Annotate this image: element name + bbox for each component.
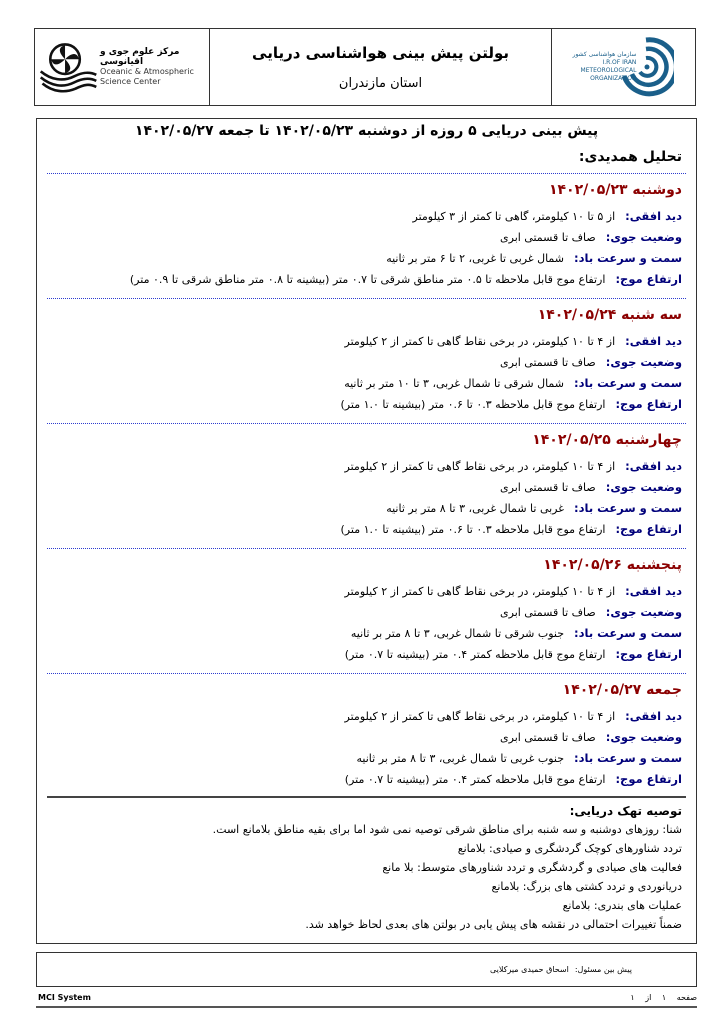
- day-title: چهارشنبه ۱۴۰۲/۰۵/۲۵: [532, 432, 682, 448]
- wind-value: شمال غربی تا غربی، ۲ تا ۶ متر بر ثانیه: [386, 252, 565, 265]
- wave-row: [51, 269, 682, 290]
- weather-row: [51, 352, 682, 373]
- wind-row: [51, 748, 682, 769]
- wave-label: ارتفاع موج:: [615, 522, 682, 536]
- ocean-atmospheric-center-logo-icon: [39, 36, 98, 98]
- visibility-row: [51, 456, 682, 477]
- visibility-label: دید افقی:: [625, 209, 682, 223]
- day-title: سه شنبه ۱۴۰۲/۰۵/۲۴: [537, 307, 682, 323]
- wind-row: [51, 498, 682, 519]
- day-title: پنجشنبه ۱۴۰۲/۰۵/۲۶: [543, 557, 682, 573]
- forecaster-label: پیش بین مسئول:: [574, 965, 632, 974]
- wind-row: [51, 373, 682, 394]
- wind-value: شمال شرقی تا شمال غربی، ۳ تا ۱۰ متر بر ثانیه: [344, 377, 565, 390]
- forecaster-box: [36, 952, 697, 987]
- irimo-name-en-2: METEOROLOGICAL: [580, 67, 637, 74]
- wave-label: ارتفاع موج:: [615, 397, 682, 411]
- dotted-separator: [47, 673, 686, 674]
- wave-label: ارتفاع موج:: [615, 772, 682, 786]
- page-of: از: [645, 993, 652, 1002]
- wave-row: [51, 644, 682, 665]
- footer-rule: [36, 1006, 697, 1008]
- day-forecast: [37, 182, 696, 290]
- advice-line: تردد شناورهای کوچک گردشگری و صیادی: بلامانع: [457, 842, 682, 855]
- ocean-center-name-fa: مرکز علوم جوی و اقیانوسی: [100, 47, 180, 67]
- weather-label: وضعیت جوی:: [605, 355, 682, 369]
- day-forecast: [37, 307, 696, 415]
- visibility-value: از ۴ تا ۱۰ کیلومتر، در برخی نقاط گاهی تا کمتر از ۲ کیلومتر: [344, 335, 616, 348]
- weather-label: وضعیت جوی:: [605, 230, 682, 244]
- bulletin-header: [34, 28, 696, 106]
- weather-value: صاف تا قسمتی ابری: [500, 356, 596, 369]
- wind-value: غربی تا شمال غربی، ۳ تا ۸ متر بر ثانیه: [386, 502, 565, 515]
- wave-value: ارتفاع موج قابل ملاحظه کمتر ۰.۴ متر (بیشینه تا ۰.۷ متر): [344, 648, 606, 661]
- forecast-body: [36, 118, 697, 944]
- weather-value: صاف تا قسمتی ابری: [500, 606, 596, 619]
- weather-label: وضعیت جوی:: [605, 605, 682, 619]
- page-total: ۱: [630, 993, 635, 1002]
- province-name: استان مازندران: [338, 75, 423, 91]
- wind-label: سمت و سرعت باد:: [574, 376, 682, 390]
- ocean-center-name-en-2: Science Center: [100, 77, 161, 86]
- header-title-cell: [210, 29, 552, 105]
- ocean-center-name-en-1: Oceanic & Atmospheric: [100, 67, 194, 76]
- forecaster-name: اسحاق حمیدی میرکلایی: [490, 965, 569, 974]
- wave-value: ارتفاع موج قابل ملاحظه کمتر ۰.۴ متر (بیشینه تا ۰.۷ متر): [344, 773, 606, 786]
- page-label: صفحه: [676, 993, 697, 1002]
- weather-label: وضعیت جوی:: [605, 480, 682, 494]
- marine-advice-section: [37, 804, 696, 934]
- advice-line: شنا: روزهای دوشنبه و سه شنبه برای مناطق شرقی توصیه نمی شود اما برای بقیه مناطق بلامانع است.: [212, 823, 682, 836]
- irimo-name-en-3: ORGANIZATION: [590, 75, 637, 82]
- bulletin-title: بولتن پیش بینی هواشناسی دریایی: [252, 43, 509, 62]
- wind-row: [51, 623, 682, 644]
- page-current: ۱: [661, 993, 667, 1002]
- wind-label: سمت و سرعت باد:: [574, 626, 682, 640]
- visibility-value: از ۴ تا ۱۰ کیلومتر، در برخی نقاط گاهی تا کمتر از ۲ کیلومتر: [344, 585, 616, 598]
- wave-label: ارتفاع موج:: [615, 647, 682, 661]
- day-forecast: [37, 682, 696, 790]
- dotted-separator: [47, 298, 686, 299]
- day-title: جمعه ۱۴۰۲/۰۵/۲۷: [562, 682, 682, 698]
- irimo-logo-cell: [552, 29, 695, 105]
- wave-value: ارتفاع موج قابل ملاحظه ۰.۳ تا ۰.۶ متر (بیشینه تا ۱.۰ متر): [340, 523, 606, 536]
- weather-row: [51, 477, 682, 498]
- wind-row: [51, 248, 682, 269]
- advice-line: فعالیت های صیادی و گردشگری و تردد شناورهای متوسط: بلا مانع: [382, 861, 682, 874]
- irimo-name-fa: سازمان هواشناسی کشور: [572, 51, 637, 58]
- wind-label: سمت و سرعت باد:: [574, 751, 682, 765]
- visibility-label: دید افقی:: [625, 459, 682, 473]
- day-forecast: [37, 432, 696, 540]
- wind-label: سمت و سرعت باد:: [574, 501, 682, 515]
- weather-label: وضعیت جوی:: [605, 730, 682, 744]
- weather-row: [51, 227, 682, 248]
- page-indicator: [622, 993, 697, 1002]
- visibility-value: از ۴ تا ۱۰ کیلومتر، در برخی نقاط گاهی تا کمتر از ۲ کیلومتر: [344, 710, 616, 723]
- synoptic-analysis-heading: تحلیل همدیدی:: [578, 149, 682, 165]
- system-name: MCI System: [38, 993, 91, 1002]
- weather-value: صاف تا قسمتی ابری: [500, 731, 596, 744]
- dotted-separator: [47, 423, 686, 424]
- visibility-label: دید افقی:: [625, 584, 682, 598]
- weather-row: [51, 602, 682, 623]
- wave-label: ارتفاع موج:: [615, 272, 682, 286]
- visibility-value: از ۴ تا ۱۰ کیلومتر، در برخی نقاط گاهی تا کمتر از ۲ کیلومتر: [344, 460, 616, 473]
- wave-row: [51, 519, 682, 540]
- visibility-label: دید افقی:: [625, 709, 682, 723]
- wave-value: ارتفاع موج قابل ملاحظه ۰.۳ تا ۰.۶ متر (بیشینه تا ۱.۰ متر): [340, 398, 606, 411]
- wind-value: جنوب غربی تا شمال غربی، ۳ تا ۸ متر بر ثانیه: [356, 752, 565, 765]
- wind-value: جنوب شرقی تا شمال غربی، ۳ تا ۸ متر بر ثانیه: [350, 627, 565, 640]
- irimo-name-en-1: I.R.OF IRAN: [602, 59, 637, 66]
- visibility-row: [51, 581, 682, 602]
- advice-line: دریانوردی و تردد کشتی های بزرگ: بلامانع: [491, 880, 682, 893]
- forecast-period-title: پیش بینی دریایی ۵ روزه از دوشنبه ۱۴۰۲/۰۵/۲۳ تا جمعه ۱۴۰۲/۰۵/۲۷: [134, 123, 599, 139]
- weather-value: صاف تا قسمتی ابری: [500, 231, 596, 244]
- visibility-row: [51, 706, 682, 727]
- weather-value: صاف تا قسمتی ابری: [500, 481, 596, 494]
- dotted-separator: [47, 173, 686, 174]
- advice-separator: [47, 796, 686, 798]
- visibility-value: از ۵ تا ۱۰ کیلومتر، گاهی تا کمتر از ۳ کیلومتر: [412, 210, 616, 223]
- wave-value: ارتفاع موج قابل ملاحظه تا ۰.۵ متر مناطق شرقی تا ۰.۷ متر (بیشینه تا ۰.۸ متر مناطق شرقی تا ۰.۹ متر): [129, 273, 606, 286]
- day-forecast: [37, 557, 696, 665]
- wave-row: [51, 394, 682, 415]
- wave-row: [51, 769, 682, 790]
- visibility-row: [51, 206, 682, 227]
- advice-title: توصیه تهک دریایی:: [569, 804, 682, 818]
- dotted-separator: [47, 548, 686, 549]
- advice-line: عملیات های بندری: بلامانع: [562, 899, 682, 912]
- day-title: دوشنبه ۱۴۰۲/۰۵/۲۳: [548, 182, 682, 198]
- visibility-label: دید افقی:: [625, 334, 682, 348]
- wind-label: سمت و سرعت باد:: [574, 251, 682, 265]
- visibility-row: [51, 331, 682, 352]
- ocean-center-logo-cell: [35, 29, 210, 105]
- advice-line: ضمناً تغییرات احتمالی در نقشه های پیش یابی در بولتن های بعدی لحاظ خواهد شد.: [305, 918, 682, 931]
- weather-row: [51, 727, 682, 748]
